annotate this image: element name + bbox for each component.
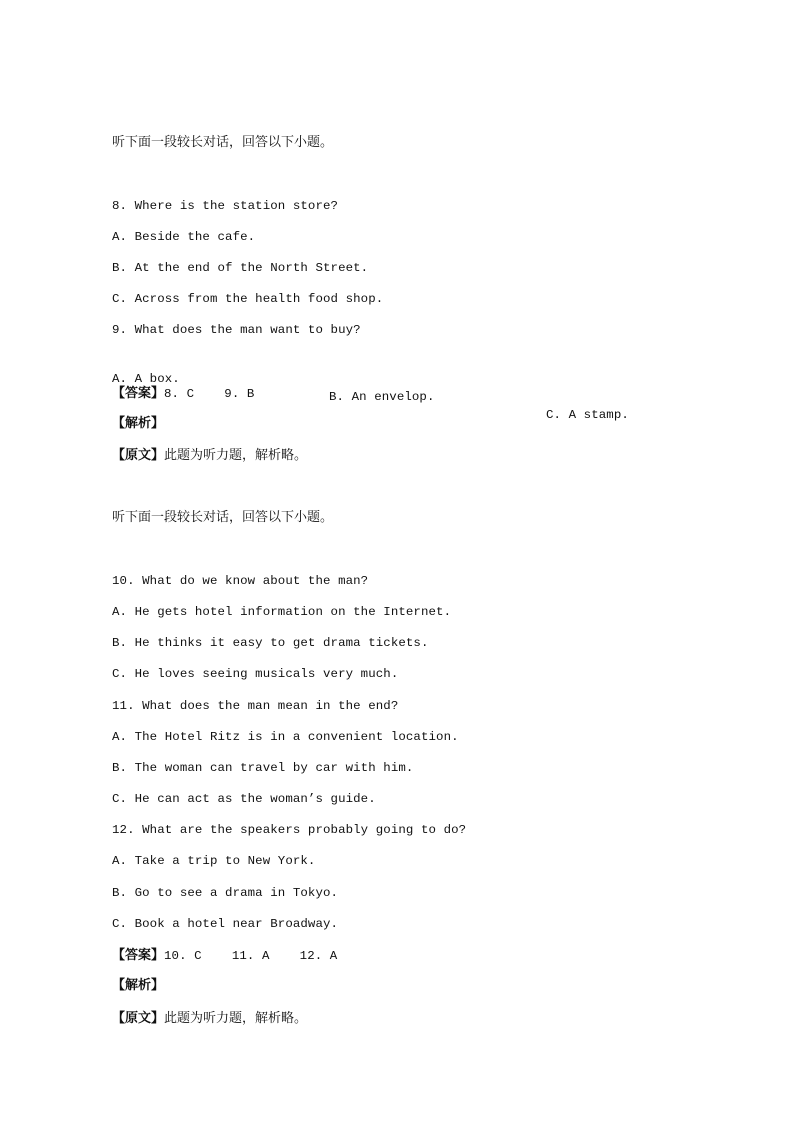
section1-answer <box>112 384 254 403</box>
answer-label: 【答案】 <box>112 948 165 963</box>
question-10-option-c: C. He loves seeing musicals very much. <box>112 667 399 681</box>
section2-intro: 听下面一段较长对话，回答以下小题。 <box>112 510 334 525</box>
original-text: 此题为听力题，解析略。 <box>164 448 308 463</box>
section2-answer <box>112 946 337 965</box>
question-10-option-b: B. He thinks it easy to get drama tickets. <box>112 636 429 650</box>
question-8-option-a: A. Beside the cafe. <box>112 230 256 244</box>
question-11: 11. What does the man mean in the end? <box>112 699 399 713</box>
answer-label: 【答案】 <box>112 386 165 401</box>
original-text: 此题为听力题，解析略。 <box>164 1011 308 1026</box>
question-11-option-c: C. He can act as the woman’s guide. <box>112 792 376 806</box>
question-10-option-a: A. He gets hotel information on the Internet. <box>112 605 452 619</box>
question-8: 8. Where is the station store? <box>112 199 339 213</box>
question-10: 10. What do we know about the man? <box>112 574 369 588</box>
question-12-option-a: A. Take a trip to New York. <box>112 854 316 868</box>
question-11-option-b: B. The woman can travel by car with him. <box>112 761 414 775</box>
answer-value: 10. C 11. A 12. A <box>164 949 338 963</box>
question-8-option-c: C. Across from the health food shop. <box>112 292 384 306</box>
original-label: 【原文】 <box>112 448 165 463</box>
question-9-option-c: C. A stamp. <box>546 408 629 422</box>
question-9-option-a: A. A box. <box>112 372 180 386</box>
original-label: 【原文】 <box>112 1011 165 1026</box>
question-9-option-b: B. An envelop. <box>329 390 435 404</box>
question-12: 12. What are the speakers probably going to do? <box>112 823 467 837</box>
question-11-option-a: A. The Hotel Ritz is in a convenient location. <box>112 730 459 744</box>
section1-original <box>112 446 307 465</box>
section2-analysis-label: 【解析】 <box>112 978 165 993</box>
answer-value: 8. C 9. B <box>164 387 255 401</box>
section1-analysis-label: 【解析】 <box>112 416 165 431</box>
question-9: 9. What does the man want to buy? <box>112 323 361 337</box>
section2-original <box>112 1009 307 1028</box>
section1-intro: 听下面一段较长对话，回答以下小题。 <box>112 135 334 150</box>
question-12-option-c: C. Book a hotel near Broadway. <box>112 917 339 931</box>
question-12-option-b: B. Go to see a drama in Tokyo. <box>112 886 339 900</box>
question-8-option-b: B. At the end of the North Street. <box>112 261 369 275</box>
